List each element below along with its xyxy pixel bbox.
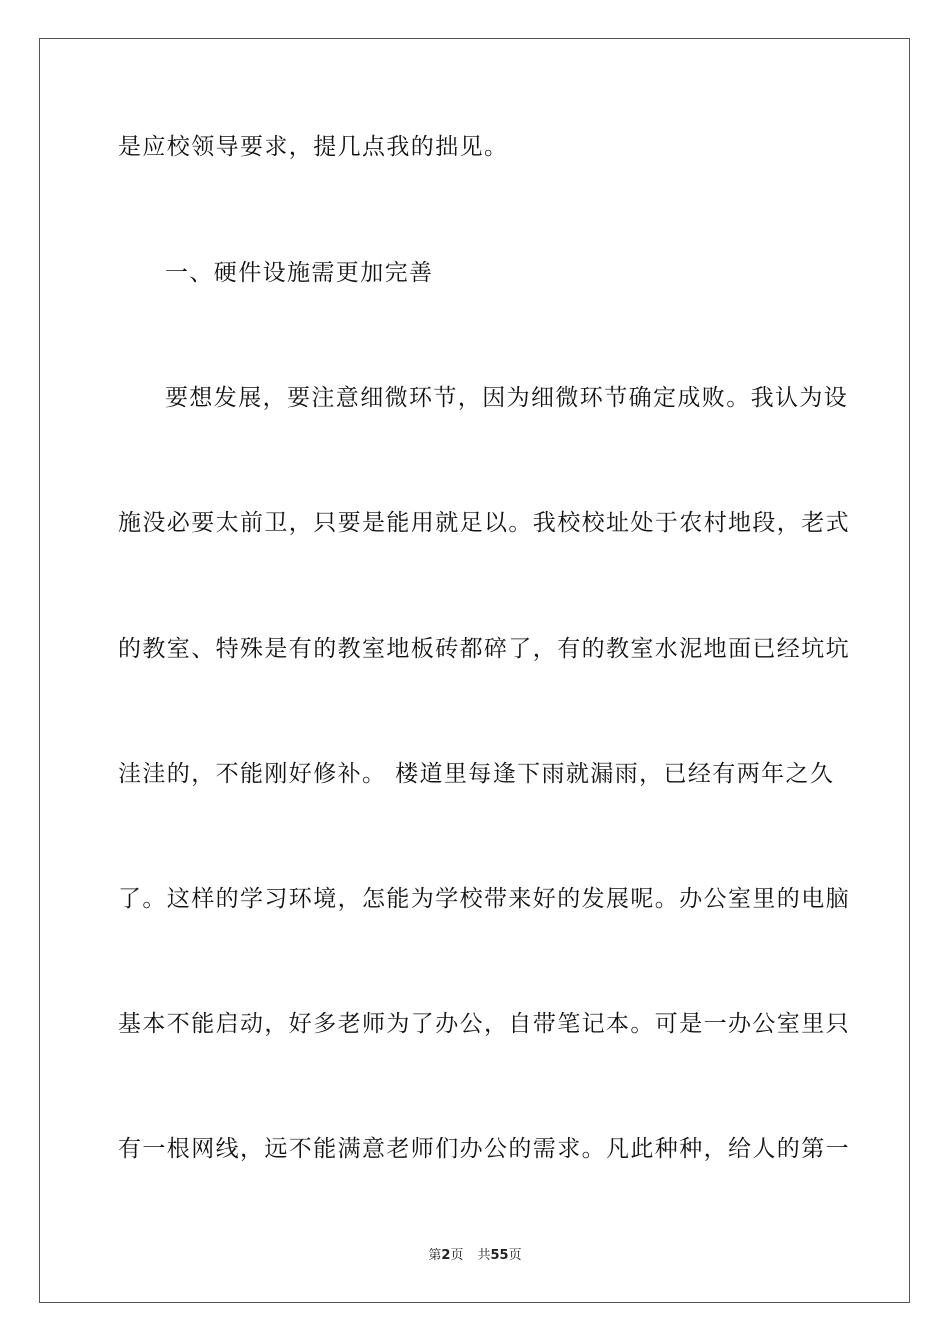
- paragraph-line: 了。这样的学习环境，怎能为学校带来好的发展呢。办公室里的电脑: [118, 886, 850, 912]
- page-footer: [0, 1248, 950, 1264]
- paragraph-line: 的教室、特殊是有的教室地板砖都碎了，有的教室水泥地面已经坑坑: [118, 636, 850, 662]
- section-heading: 一、硬件设施需更加完善: [165, 260, 434, 286]
- total-suffix: 页: [508, 1248, 522, 1263]
- page-number: 2: [441, 1248, 451, 1263]
- page-prefix: 第: [428, 1248, 442, 1263]
- paragraph-line: 施没必要太前卫，只要是能用就足以。我校校址处于农村地段，老式: [118, 510, 850, 536]
- paragraph-line: 有一根网线，远不能满意老师们办公的需求。凡此种种，给人的第一: [118, 1136, 850, 1162]
- page-border: [39, 38, 910, 1303]
- paragraph-line: 是应校领导要求，提几点我的拙见。: [118, 134, 509, 160]
- paragraph-line: 洼洼的，不能刚好修补。 楼道里每逢下雨就漏雨，已经有两年之久: [118, 761, 835, 787]
- total-pages: 55: [490, 1248, 509, 1263]
- paragraph-line: 基本不能启动，好多老师为了办公，自带笔记本。可是一办公室里只: [118, 1011, 850, 1037]
- total-prefix: 共: [477, 1248, 491, 1263]
- page-suffix: 页: [450, 1248, 464, 1263]
- paragraph-line: 要想发展，要注意细微环节，因为细微环节确定成败。我认为设: [165, 385, 849, 411]
